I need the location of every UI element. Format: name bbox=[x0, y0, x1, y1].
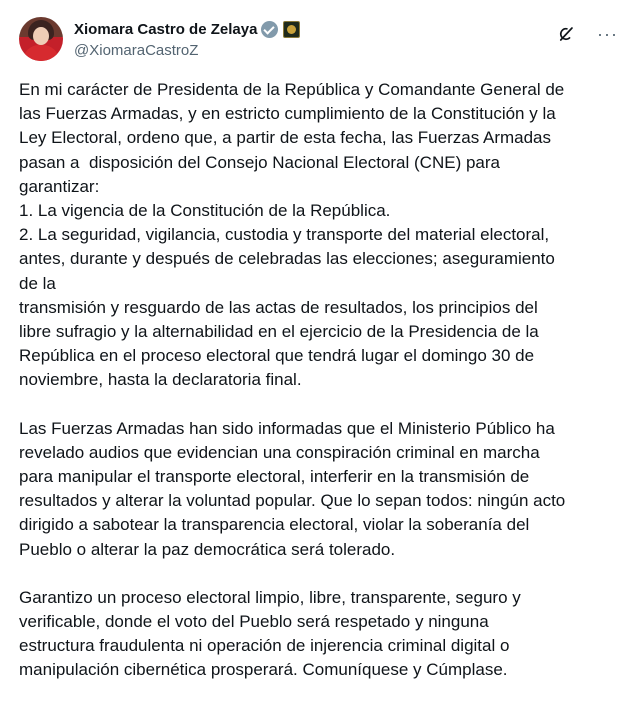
author-info bbox=[74, 19, 300, 59]
grok-icon[interactable] bbox=[557, 25, 575, 43]
tweet-paragraph: Garantizo un proceso electoral limpio, libre, transparente, seguro y verificable, donde el voto del Pueblo será respetado y ninguna estructura fraudulenta ni operación de injerencia criminal digital o manipulación cibernética prosperará. Comuníquese y Cúmplase. bbox=[19, 587, 521, 680]
avatar[interactable] bbox=[19, 17, 63, 61]
paragraph-gap bbox=[19, 562, 609, 586]
display-name[interactable]: Xiomara Castro de Zelaya bbox=[74, 20, 258, 38]
verified-badge-icon[interactable] bbox=[261, 21, 278, 38]
avatar-face bbox=[33, 27, 49, 45]
tweet-paragraph: En mi carácter de Presidenta de la República y Comandante General de las Fuerzas Armadas, y en estricto cumplimiento de la Constitución y la Ley Electoral, ordeno que, a partir de esta fecha, las Fuerzas Armadas pasan a disposición del Consejo Nacional Electoral (CNE) para garantizar: 1. La vigencia de la Constitución de la República. 2. La seguridad, vigilancia, custodia y transporte del material electoral, antes, durante y después de celebradas las elecciones; aseguramiento de la transmisión y resguardo de las actas de resultados, los principios del libre sufragio y la alternabilidad en el ejercicio de la Presidencia de la República en el proceso electoral que tendrá lugar el domingo 30 de noviembre, hasta la declaratoria final. bbox=[19, 80, 565, 390]
avatar-shirt bbox=[23, 45, 59, 61]
paragraph-gap bbox=[19, 393, 609, 417]
tweet-actions bbox=[557, 25, 618, 43]
user-handle[interactable]: @XiomaraCastroZ bbox=[74, 42, 199, 59]
tweet-header bbox=[19, 17, 626, 65]
government-affiliation-icon[interactable] bbox=[283, 21, 300, 38]
name-row bbox=[74, 19, 300, 39]
more-options-icon[interactable]: ··· bbox=[597, 24, 618, 44]
tweet-text bbox=[19, 78, 609, 683]
tweet-paragraph: Las Fuerzas Armadas han sido informadas que el Ministerio Público ha revelado audios que evidencian una conspiración criminal en marcha para manipular el transporte electoral, interferir en la transmisión de resultados y alterar la voluntad popular. Que lo sepan todos: ningún acto dirigido a sabotear la transparencia electoral, violar la soberanía del Pueblo o alterar la paz democrática será tolerado. bbox=[19, 418, 566, 559]
